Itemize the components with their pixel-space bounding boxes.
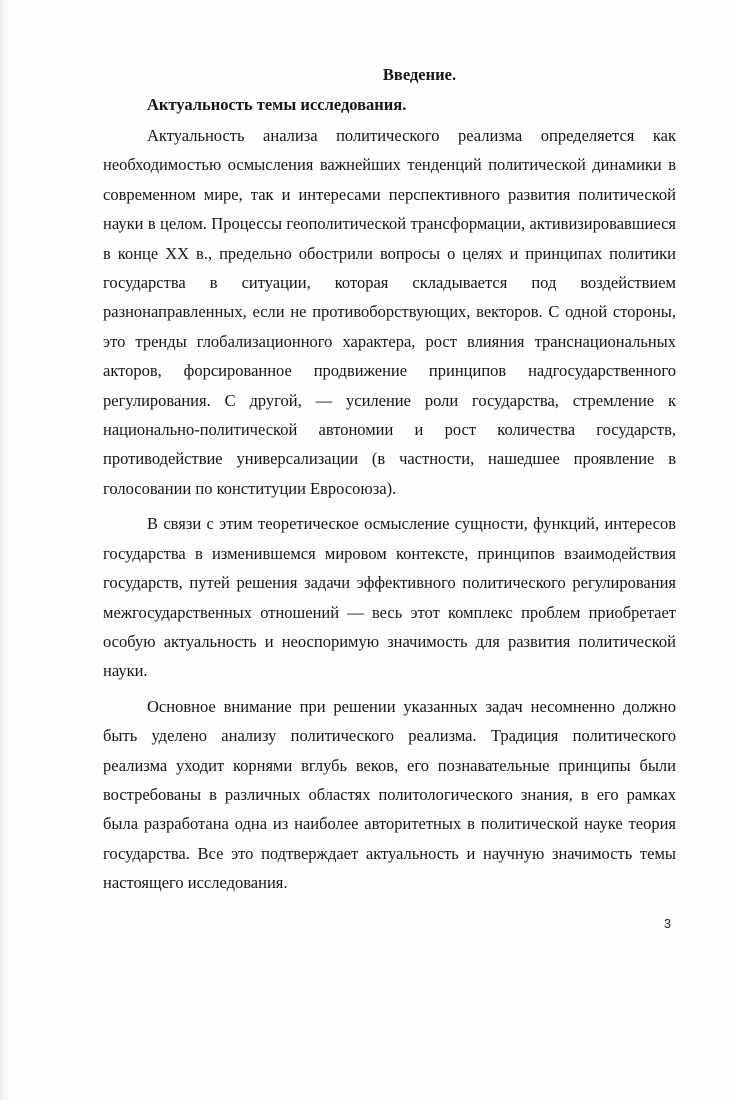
paragraph-3: Основное внимание при решении указанных задач несомненно должно быть уделено анализу политического реализма. Традиция политического реализма уходит корнями вглубь веков, его познавательные принципы были востребованы в различных областях политологического знания, в его рамках была разработана одна из наиболее авторитетных в политической науке теория государства. Все это подтверждает актуальность и научную значимость темы настоящего исследования. <box>103 696 676 893</box>
document-body <box>103 64 676 904</box>
scan-edge-shadow <box>0 0 10 1100</box>
section-subheading: Актуальность темы исследования. <box>147 95 407 114</box>
page-number: 3 <box>664 917 671 931</box>
section-heading: Введение. <box>382 65 457 84</box>
paragraph-1: Актуальность анализа политического реализма определяется как необходимостью осмысления важнейших тенденций политической динамики в современном мире, так и интересами перспективного развития политической науки в целом. Процессы геополитической трансформации, активизировавшиеся в конце XX в., предельно обострили вопросы о целях и принципах политики государства в ситуации, которая складывается под воздействием разнонаправленных, если не противоборствующих, векторов. С одной стороны, это тренды глобализационного характера, рост влияния транснациональных акторов, форсированное продвижение принципов надгосударственного регулирования. С другой, — усиление роли государства, стремление к национально-политической автономии и рост количества государств, противодействие универсализации (в частности, нашедшее проявление в голосовании по конституции Евросоюза). <box>103 126 676 498</box>
paragraph-2: В связи с этим теоретическое осмысление сущности, функций, интересов государства в изменившемся мировом контексте, принципов взаимодействия государств, путей решения задачи эффективного политического регулирования межгосударственных отношений — весь этот комплекс проблем приобретает особую актуальность и неоспоримую значимость для развития политической науки. <box>103 514 676 681</box>
